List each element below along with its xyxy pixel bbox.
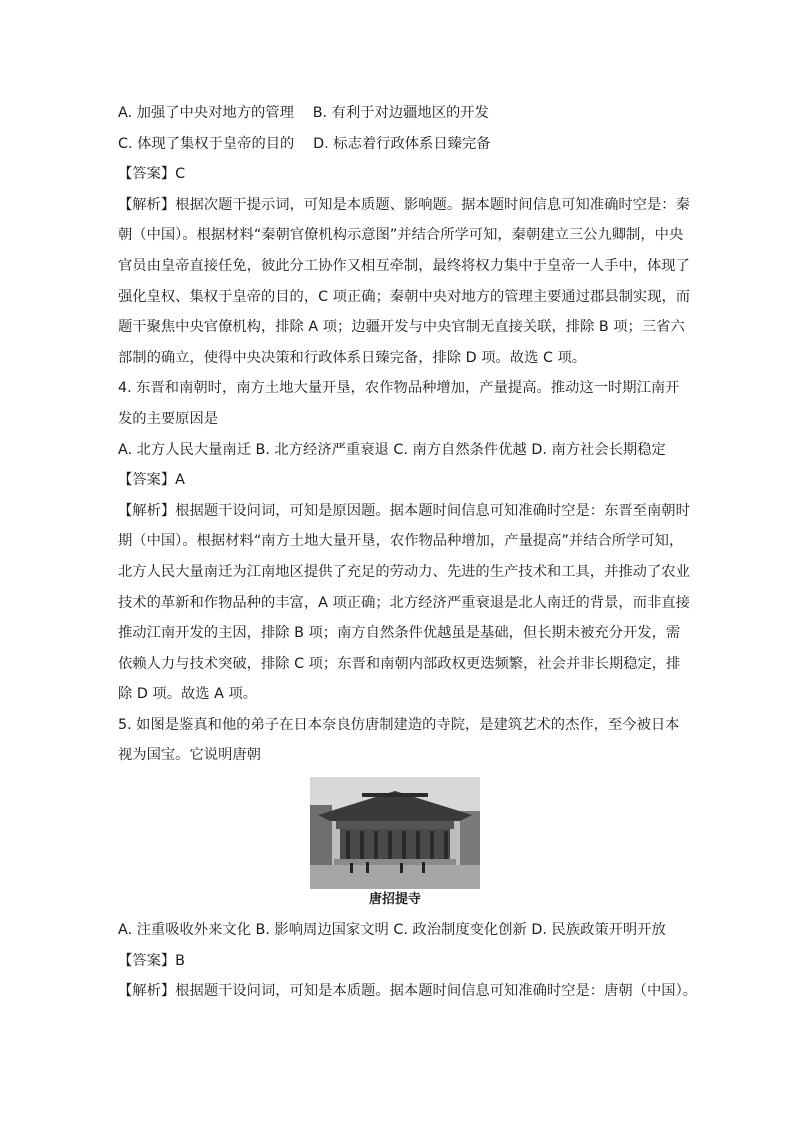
temple-figure [118,771,678,915]
q5-analysis [118,976,698,1007]
analysis-line: 【解析】根据题干设问词，可知是原因题。据本题时间信息可知准确时空是：东晋至南朝时 [118,502,690,519]
q5-stem [118,710,678,771]
analysis-line: 【解析】根据题干设问词，可知是本质题。据本题时间信息可知准确时空是：唐朝（中国）。 [118,983,698,1000]
analysis-line: 除 D 项。故选 A 项。 [118,686,258,703]
q4-options: A. 北方人民大量南迁 B. 北方经济严重衰退 C. 南方自然条件优越 D. 南方社会长期稳定 [118,441,666,458]
analysis-line: 依赖人力与技术突破，排除 C 项；东晋和南朝内部政权更迭频繁，社会并非长期稳定，排 [118,655,681,672]
q5-options: A. 注重吸收外来文化 B. 影响周边国家文明 C. 政治制度变化创新 D. 民族政策开明开放 [118,922,666,939]
analysis-line: 朝（中国）。根据材料“秦朝官僚机构示意图”并结合所学可知，秦朝建立三公九卿制，中央 [118,227,684,244]
analysis-line: 部制的确立，使得中央决策和行政体系日臻完备，排除 D 项。故选 C 项。 [118,349,587,366]
q4-analysis [118,496,690,710]
q3-analysis [118,190,691,374]
analysis-line: 强化皇权、集权于皇帝的目的，C 项正确；秦朝中央对地方的管理主要通过郡县制实现，而 [118,288,691,305]
analysis-line: 【解析】根据次题干提示词，可知是本质题、影响题。据本题时间信息可知准确时空是：秦 [118,196,690,213]
q3-answer: 【答案】C [118,166,186,183]
stem-line: 4. 东晋和南朝时，南方土地大量开垦，农作物品种增加，产量提高。推动这一时期江南开 [118,380,680,397]
analysis-line: 官员由皇帝直接任免，彼此分工协作又相互牵制，最终将权力集中于皇帝一人手中，体现了 [118,257,690,274]
temple-building-image [310,777,480,889]
temple-photo [310,777,480,889]
q4-answer: 【答案】A [118,472,185,489]
stem-line: 5. 如图是鉴真和他的弟子在日本奈良仿唐制建造的寺院，是建筑艺术的杰作，至今被日本 [118,716,680,733]
q4-stem [118,373,678,434]
analysis-line: 北方人民大量南迁为江南地区提供了充足的劳动力、先进的生产技术和工具，并推动了农业 [118,563,690,580]
figure-caption: 唐招提寺 [368,892,421,908]
page-content [118,98,698,1007]
analysis-line: 期（中国）。根据材料“南方土地大量开垦，农作物品种增加，产量提高”并结合所学可知， [118,533,684,550]
q3-options-row-1: A. 加强了中央对地方的管理 B. 有利于对边疆地区的开发 [118,105,489,121]
q5-answer: 【答案】B [118,952,185,969]
analysis-line: 技术的革新和作物品种的丰富，A 项正确；北方经济严重衰退是北人南迁的背景，而非直接 [118,594,690,611]
stem-line: 视为国宝。它说明唐朝 [118,747,261,764]
q3-options-row-2: C. 体现了集权于皇帝的目的 D. 标志着行政体系日臻完备 [118,135,491,152]
stem-line: 发的主要原因是 [118,410,219,427]
analysis-line: 题干聚焦中央官僚机构，排除 A 项；边疆开发与中央官制无直接关联，排除 B 项；三省六 [118,319,685,336]
analysis-line: 推动江南开发的主因，排除 B 项；南方自然条件优越虽是基础，但长期未被充分开发，需 [118,625,681,642]
